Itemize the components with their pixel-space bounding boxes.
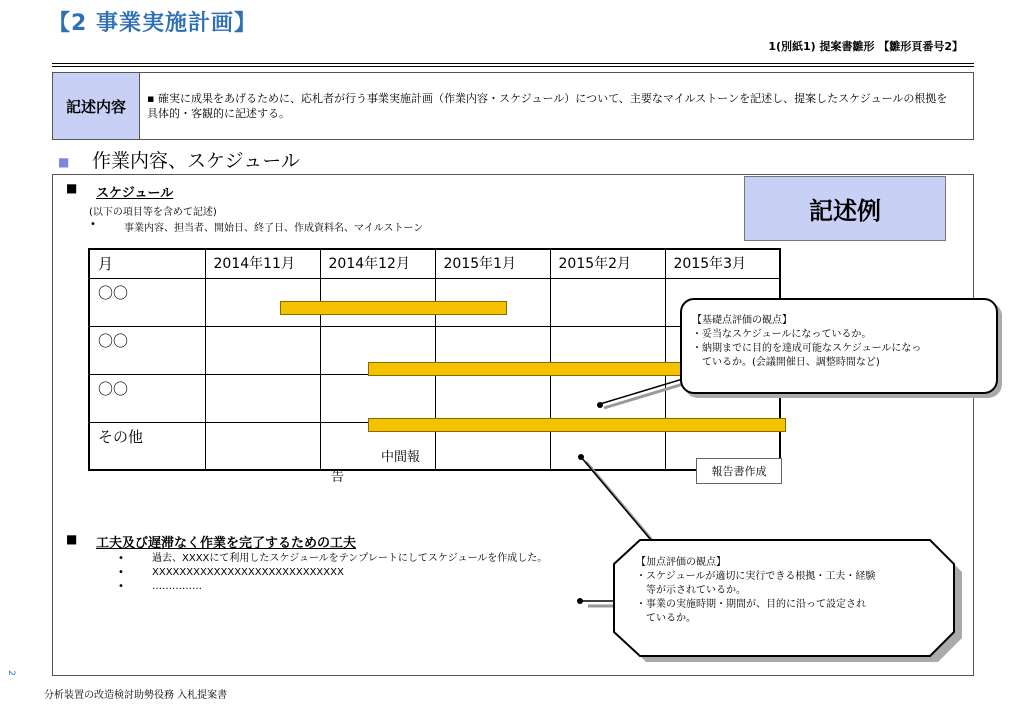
report-creation-box: 報告書作成 bbox=[696, 458, 782, 484]
callout-line: ・事業の実施時期・期間が、目的に沿って設定され bbox=[636, 599, 866, 610]
list-item: • 過去、XXXXにて利用したスケジュールをテンプレートにしてスケジュールを作成した。 bbox=[118, 553, 548, 564]
ingenuity-bullet-icon: ■ bbox=[66, 532, 78, 546]
schedule-bullet-icon: ■ bbox=[66, 181, 78, 195]
callout-line: ているか。 bbox=[636, 613, 696, 624]
square-bullet-icon: ■ bbox=[58, 154, 70, 169]
schedule-heading: スケジュール bbox=[96, 186, 174, 201]
callout-line: ・スケジュールが適切に実行できる根拠・工夫・経験 bbox=[636, 571, 876, 582]
basic-evaluation-callout bbox=[680, 298, 998, 394]
callout-line: ているか。(会議開催日、調整時間など) bbox=[692, 357, 880, 368]
form-reference: 1(別紙1) 提案書雛形 【雛形頁番号2】 bbox=[768, 40, 963, 53]
list-item: • XXXXXXXXXXXXXXXXXXXXXXXXXXXX bbox=[118, 567, 344, 578]
callout-line: ・妥当なスケジュールになっているか。 bbox=[692, 329, 872, 340]
list-item: • …………… bbox=[118, 581, 202, 592]
row-label: 〇〇 bbox=[89, 374, 205, 422]
callout-line: 等が示されているか。 bbox=[636, 585, 746, 596]
row-label: 〇〇 bbox=[89, 326, 205, 374]
callout-title: 【加点評価の観点】 bbox=[636, 557, 726, 568]
row-label: 〇〇 bbox=[89, 278, 205, 326]
page-title: 【2 事業実施計画】 bbox=[48, 11, 257, 36]
mid-report-line2: 告 bbox=[331, 470, 345, 485]
table-header-cell: 2015年2月 bbox=[550, 249, 665, 278]
table-header-cell: 2014年12月 bbox=[320, 249, 435, 278]
bonus-evaluation-callout bbox=[612, 538, 964, 664]
table-header-cell: 2014年11月 bbox=[205, 249, 320, 278]
table-header-cell: 月 bbox=[89, 249, 205, 278]
description-text: ▪ 確実に成果をあげるために、応札者が行う事業実施計画（作業内容・スケジュール）について、主要なマイルストーンを記述し、提案したスケジュールの根拠を具体的・客観的に記述する。 bbox=[147, 92, 948, 120]
schedule-item: 事業内容、担当者、開始日、終了日、作成資料名、マイルストーン bbox=[124, 223, 424, 234]
callout-line: ・納期までに目的を達成可能なスケジュールになっ bbox=[692, 343, 922, 354]
footer-text: 分析装置の改造検討助勢役務 入札提案書 bbox=[44, 690, 228, 701]
table-header-cell: 2015年3月 bbox=[665, 249, 780, 278]
description-label: 記述内容 bbox=[53, 73, 140, 139]
table-header-cell: 2015年1月 bbox=[435, 249, 550, 278]
ingenuity-list bbox=[118, 552, 547, 594]
example-label: 記述例 bbox=[744, 176, 946, 241]
ingenuity-heading: 工夫及び遅滞なく作業を完了するための工夫 bbox=[96, 536, 357, 551]
row-label: その他 bbox=[89, 422, 205, 470]
mid-report-line1: 中間報 bbox=[381, 450, 421, 465]
bonus-callout-text bbox=[636, 556, 941, 626]
schedule-note: (以下の項目等を含めて記述) bbox=[89, 207, 217, 218]
page-number: 2 bbox=[5, 670, 16, 676]
section-heading-text: 作業内容、スケジュール bbox=[92, 150, 300, 172]
schedule-item-bullet: • bbox=[90, 219, 96, 230]
callout-title: 【基礎点評価の観点】 bbox=[692, 315, 792, 326]
